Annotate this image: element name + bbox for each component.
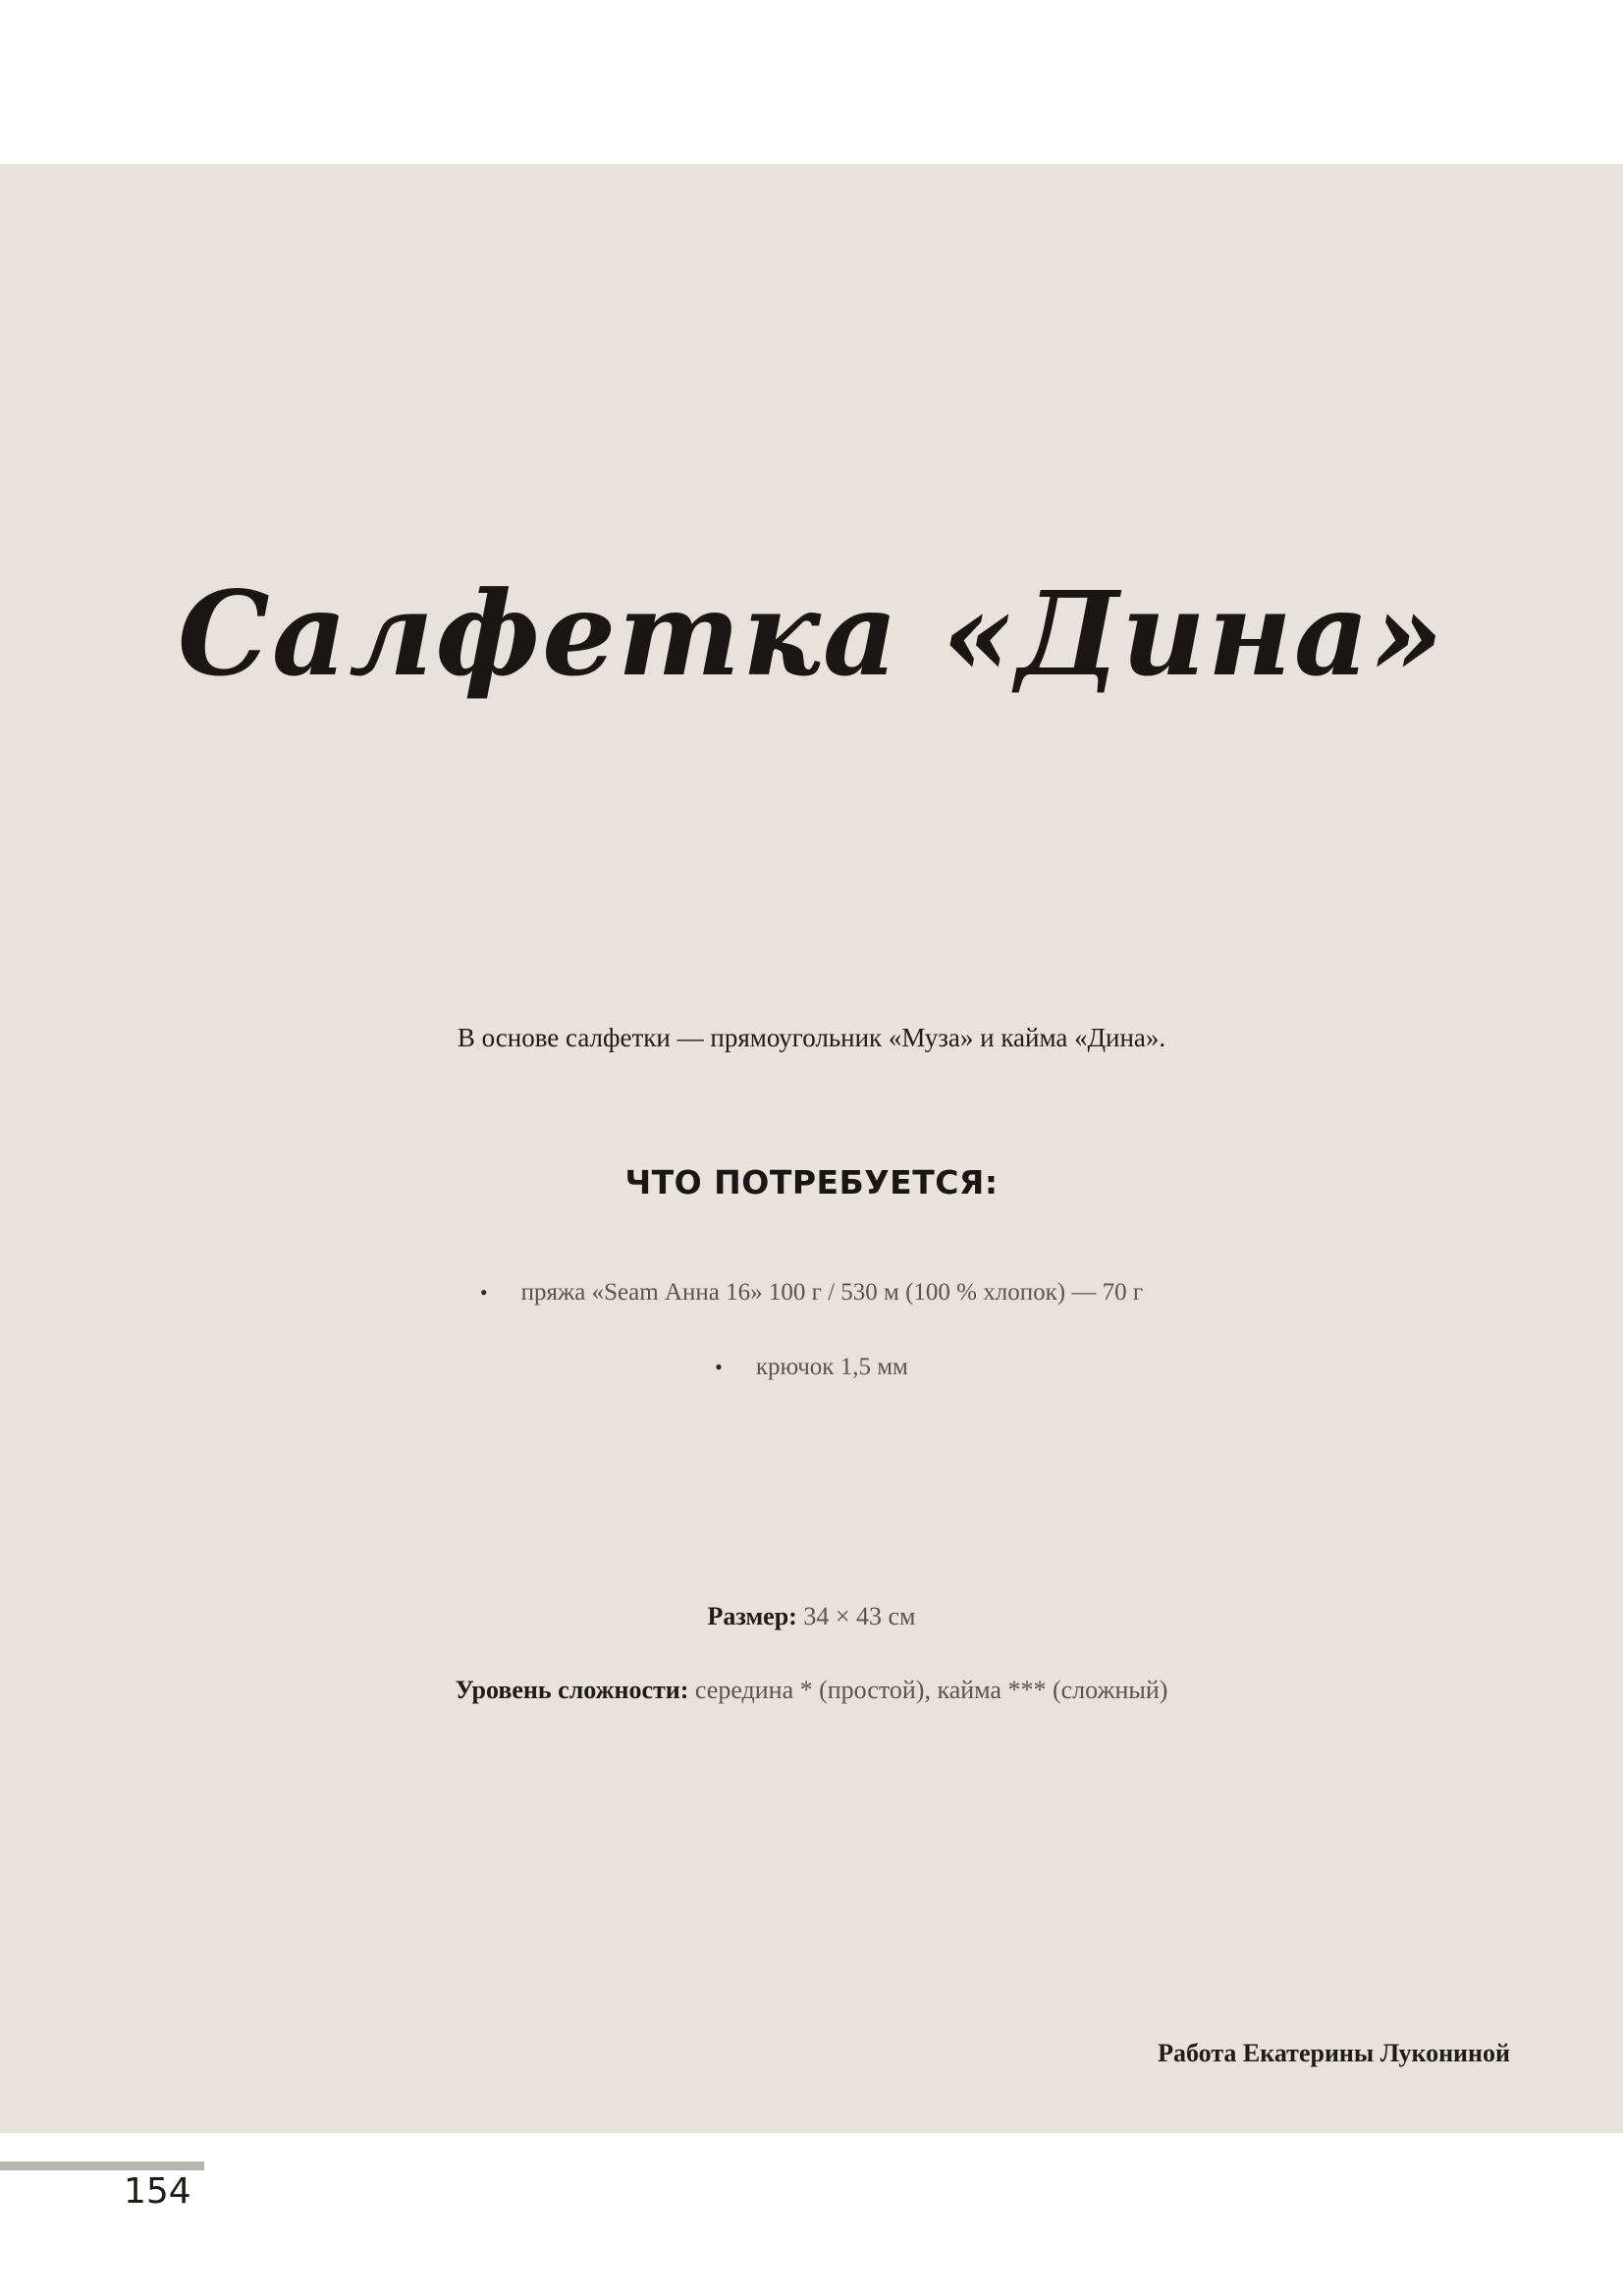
- author-credit: Работа Екатерины Лукониной: [1158, 2039, 1510, 2067]
- list-item: [0, 1273, 1623, 1348]
- list-item: [0, 1348, 1623, 1422]
- bullet-icon: •: [479, 1280, 488, 1305]
- list-item-text: крючок 1,5 мм: [755, 1354, 908, 1380]
- page-number: 154: [124, 2171, 191, 2212]
- difficulty-value: середина * (простой), кайма *** (сложный): [694, 1676, 1168, 1704]
- requirements-list: [0, 1273, 1623, 1422]
- size-label: Размер:: [707, 1602, 797, 1630]
- size-line: [0, 1602, 1623, 1631]
- requirements-heading: ЧТО ПОТРЕБУЕТСЯ:: [624, 1163, 999, 1201]
- bullet-icon: •: [715, 1355, 723, 1379]
- list-item-text: пряжа «Seam Анна 16» 100 г / 530 м (100 % хлопок) — 70 г: [520, 1279, 1144, 1306]
- size-value: 34 × 43 см: [803, 1602, 916, 1630]
- difficulty-label: Уровень сложности:: [455, 1676, 689, 1704]
- difficulty-line: [0, 1676, 1623, 1705]
- folio-divider: [0, 2162, 204, 2170]
- intro-text: В основе салфетки — прямоугольник «Муза» и кайма «Дина».: [457, 1023, 1166, 1052]
- page-title: Салфетка «Дина»: [177, 565, 1446, 702]
- page-sheet: [0, 164, 1623, 2212]
